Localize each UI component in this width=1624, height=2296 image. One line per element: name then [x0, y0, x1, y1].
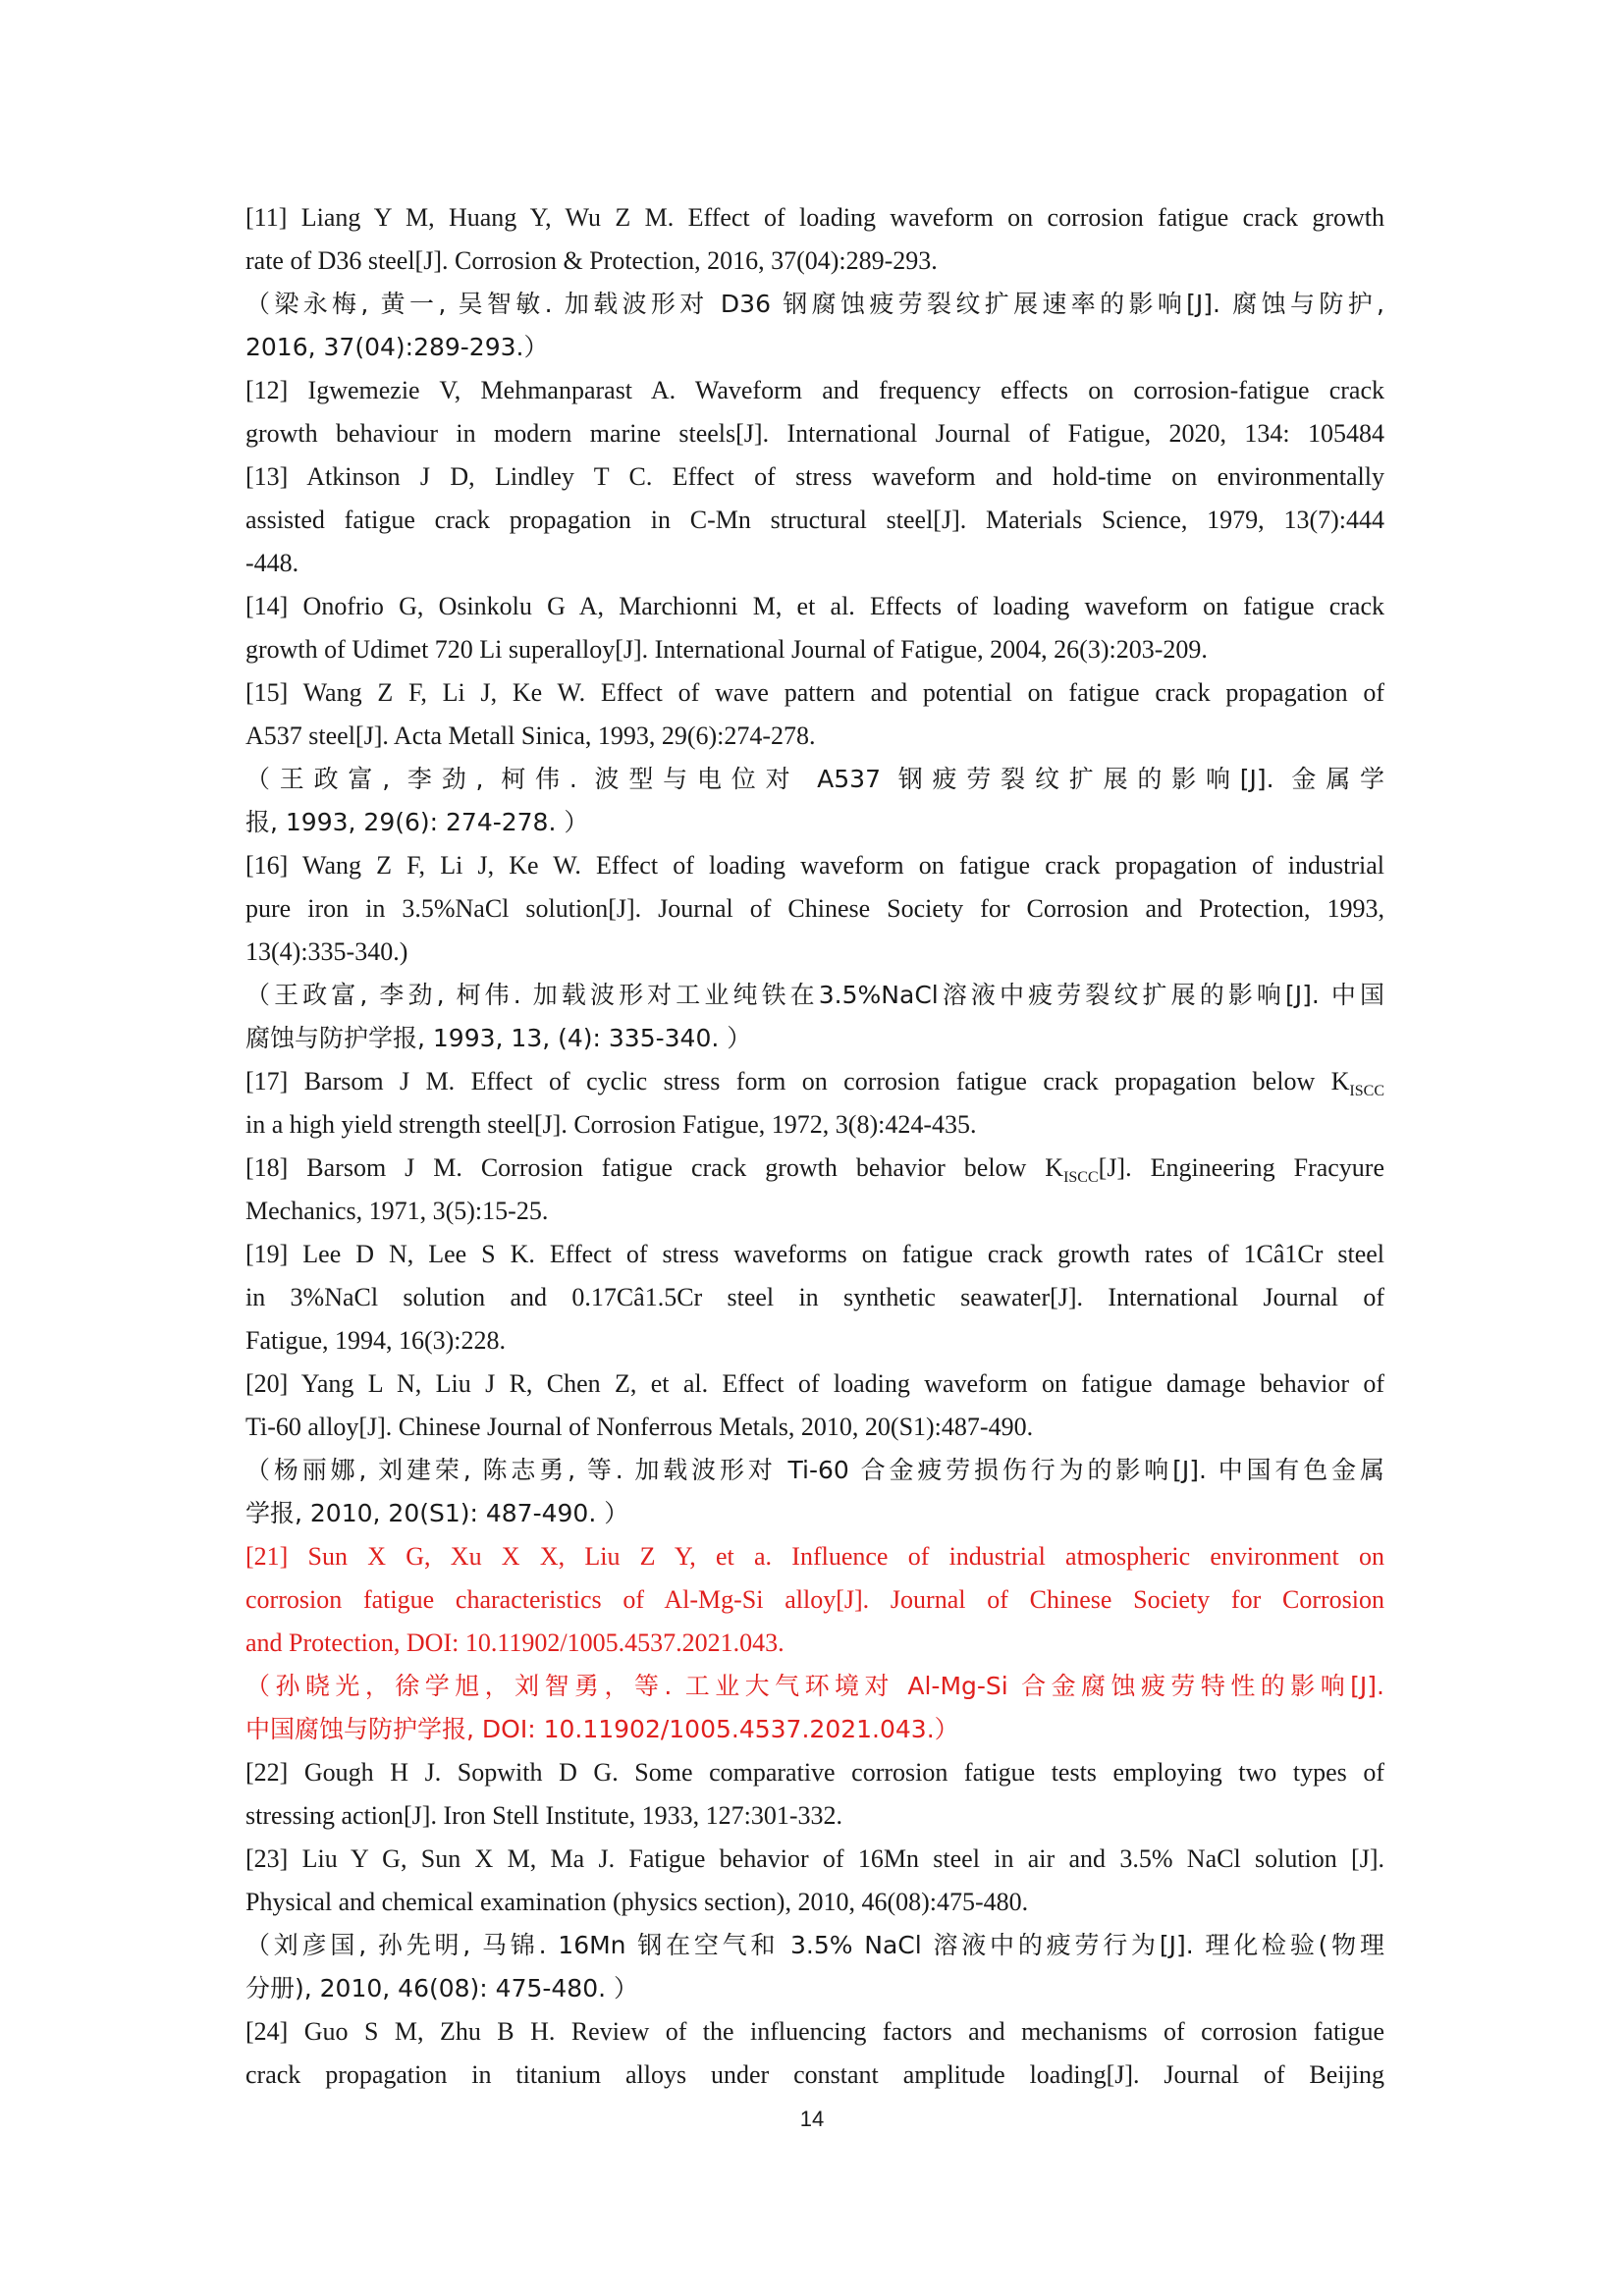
reference-line: assisted fatigue crack propagation in C-Mn structural steel[J]. Materials Science, 1979, 13(7):444 — [245, 506, 1384, 534]
reference-line: stressing action[J]. Iron Stell Institute, 1933, 127:301-332. — [245, 1801, 843, 1830]
reference-line: （王政富, 李劲, 柯伟. 波型与电位对 A537 钢疲劳裂纹扩展的影响[J]. 金属学 — [245, 765, 1384, 793]
reference-line: 分册), 2010, 46(08): 475-480. ） — [245, 1974, 639, 2002]
reference-line: 中国腐蚀与防护学报, DOI: 10.11902/1005.4537.2021.043.） — [245, 1715, 959, 1743]
reference-line: 13(4):335-340.) — [245, 937, 408, 966]
reference-line: and Protection, DOI: 10.11902/1005.4537.2021.043. — [245, 1629, 785, 1657]
reference-line: Fatigue, 1994, 16(3):228. — [245, 1326, 507, 1355]
reference-line: Ti-60 alloy[J]. Chinese Journal of Nonferrous Metals, 2010, 20(S1):487-490. — [245, 1413, 1034, 1441]
reference-line: [14] Onofrio G, Osinkolu G A, Marchionni M, et al. Effects of loading waveform on fatigue crack — [245, 592, 1384, 620]
reference-line: crack propagation in titanium alloys under constant amplitude loading[J]. Journal of Beijing — [245, 2060, 1384, 2089]
reference-line: 2016, 37(04):289-293.） — [245, 333, 549, 361]
reference-line: A537 steel[J]. Acta Metall Sinica, 1993, 29(6):274-278. — [245, 721, 816, 750]
reference-line: growth behaviour in modern marine steels[J]. International Journal of Fatigue, 2020, 134: 105484 — [245, 419, 1384, 448]
reference-line: -448. — [245, 549, 299, 577]
page-number: 14 — [799, 2107, 825, 2131]
reference-line: in 3%NaCl solution and 0.17Câ1.5Cr steel in synthetic seawater[J]. International Journal of — [245, 1283, 1384, 1311]
reference-line: [19] Lee D N, Lee S K. Effect of stress waveforms on fatigue crack growth rates of 1Câ1Cr steel — [245, 1240, 1384, 1268]
reference-line: [13] Atkinson J D, Lindley T C. Effect of stress waveform and hold-time on environmentally — [245, 462, 1384, 491]
reference-line: 学报, 2010, 20(S1): 487-490. ） — [245, 1499, 629, 1527]
reference-line: [12] Igwemezie V, Mehmanparast A. Waveform and frequency effects on corrosion-fatigue crack — [245, 376, 1384, 404]
reference-line: （杨丽娜, 刘建荣, 陈志勇, 等. 加载波形对 Ti-60 合金疲劳损伤行为的影响[J]. 中国有色金属 — [245, 1456, 1384, 1484]
reference-line: （刘彦国, 孙先明, 马锦. 16Mn 钢在空气和 3.5% NaCl 溶液中的疲劳行为[J]. 理化检验(物理 — [245, 1931, 1384, 1959]
reference-line: [11] Liang Y M, Huang Y, Wu Z M. Effect of loading waveform on corrosion fatigue crack growth — [245, 203, 1384, 232]
reference-line: rate of D36 steel[J]. Corrosion & Protection, 2016, 37(04):289-293. — [245, 246, 938, 275]
reference-line: 腐蚀与防护学报, 1993, 13, (4): 335-340. ） — [245, 1024, 752, 1052]
reference-line: （梁永梅, 黄一, 吴智敏. 加载波形对 D36 钢腐蚀疲劳裂纹扩展速率的影响[J]. 腐蚀与防护, — [245, 290, 1384, 318]
reference-line: [16] Wang Z F, Li J, Ke W. Effect of loading waveform on fatigue crack propagation of industrial — [245, 851, 1384, 880]
reference-line: pure iron in 3.5%NaCl solution[J]. Journal of Chinese Society for Corrosion and Protection, 1993, — [245, 894, 1384, 923]
reference-line: Physical and chemical examination (physics section), 2010, 46(08):475-480. — [245, 1888, 1029, 1916]
reference-list — [245, 196, 1384, 2097]
reference-line: [23] Liu Y G, Sun X M, Ma J. Fatigue behavior of 16Mn steel in air and 3.5% NaCl solution [J]. — [245, 1844, 1384, 1873]
reference-line: [18] Barsom J M. Corrosion fatigue crack growth behavior below $K_{ISCC}[J]$. Engineering Fracyure — [245, 1153, 1384, 1187]
reference-line: growth of Udimet 720 Li superalloy[J]. International Journal of Fatigue, 2004, 26(3):203-209. — [245, 635, 1208, 664]
reference-line: in a high yield strength steel[J]. Corrosion Fatigue, 1972, 3(8):424-435. — [245, 1110, 977, 1139]
reference-line: [21] Sun X G, Xu X X, Liu Z Y, et a. Influence of industrial atmospheric environment on — [245, 1542, 1384, 1571]
reference-line: [22] Gough H J. Sopwith D G. Some comparative corrosion fatigue tests employing two types of — [245, 1758, 1384, 1787]
reference-line: [17] Barsom J M. Effect of cyclic stress form on corrosion fatigue crack propagation below $K_{ISCC}$ — [245, 1067, 1384, 1100]
reference-line: Mechanics, 1971, 3(5):15-25. — [245, 1197, 549, 1225]
reference-line: corrosion fatigue characteristics of Al-Mg-Si alloy[J]. Journal of Chinese Society for Corrosion — [245, 1585, 1384, 1614]
reference-line: [24] Guo S M, Zhu B H. Review of the influencing factors and mechanisms of corrosion fatigue — [245, 2017, 1384, 2046]
reference-line: （孙晓光，徐学旭，刘智勇，等. 工业大气环境对 Al-Mg-Si 合金腐蚀疲劳特性的影响[J]. — [245, 1672, 1384, 1700]
reference-line: （王政富, 李劲, 柯伟. 加载波形对工业纯铁在3.5%NaCl溶液中疲劳裂纹扩展的影响[J]. 中国 — [245, 981, 1384, 1009]
reference-line: [15] Wang Z F, Li J, Ke W. Effect of wave pattern and potential on fatigue crack propagation of — [245, 678, 1384, 707]
reference-line: 报, 1993, 29(6): 274-278. ） — [245, 808, 589, 836]
reference-line: [20] Yang L N, Liu J R, Chen Z, et al. Effect of loading waveform on fatigue damage behavior of — [245, 1369, 1384, 1398]
